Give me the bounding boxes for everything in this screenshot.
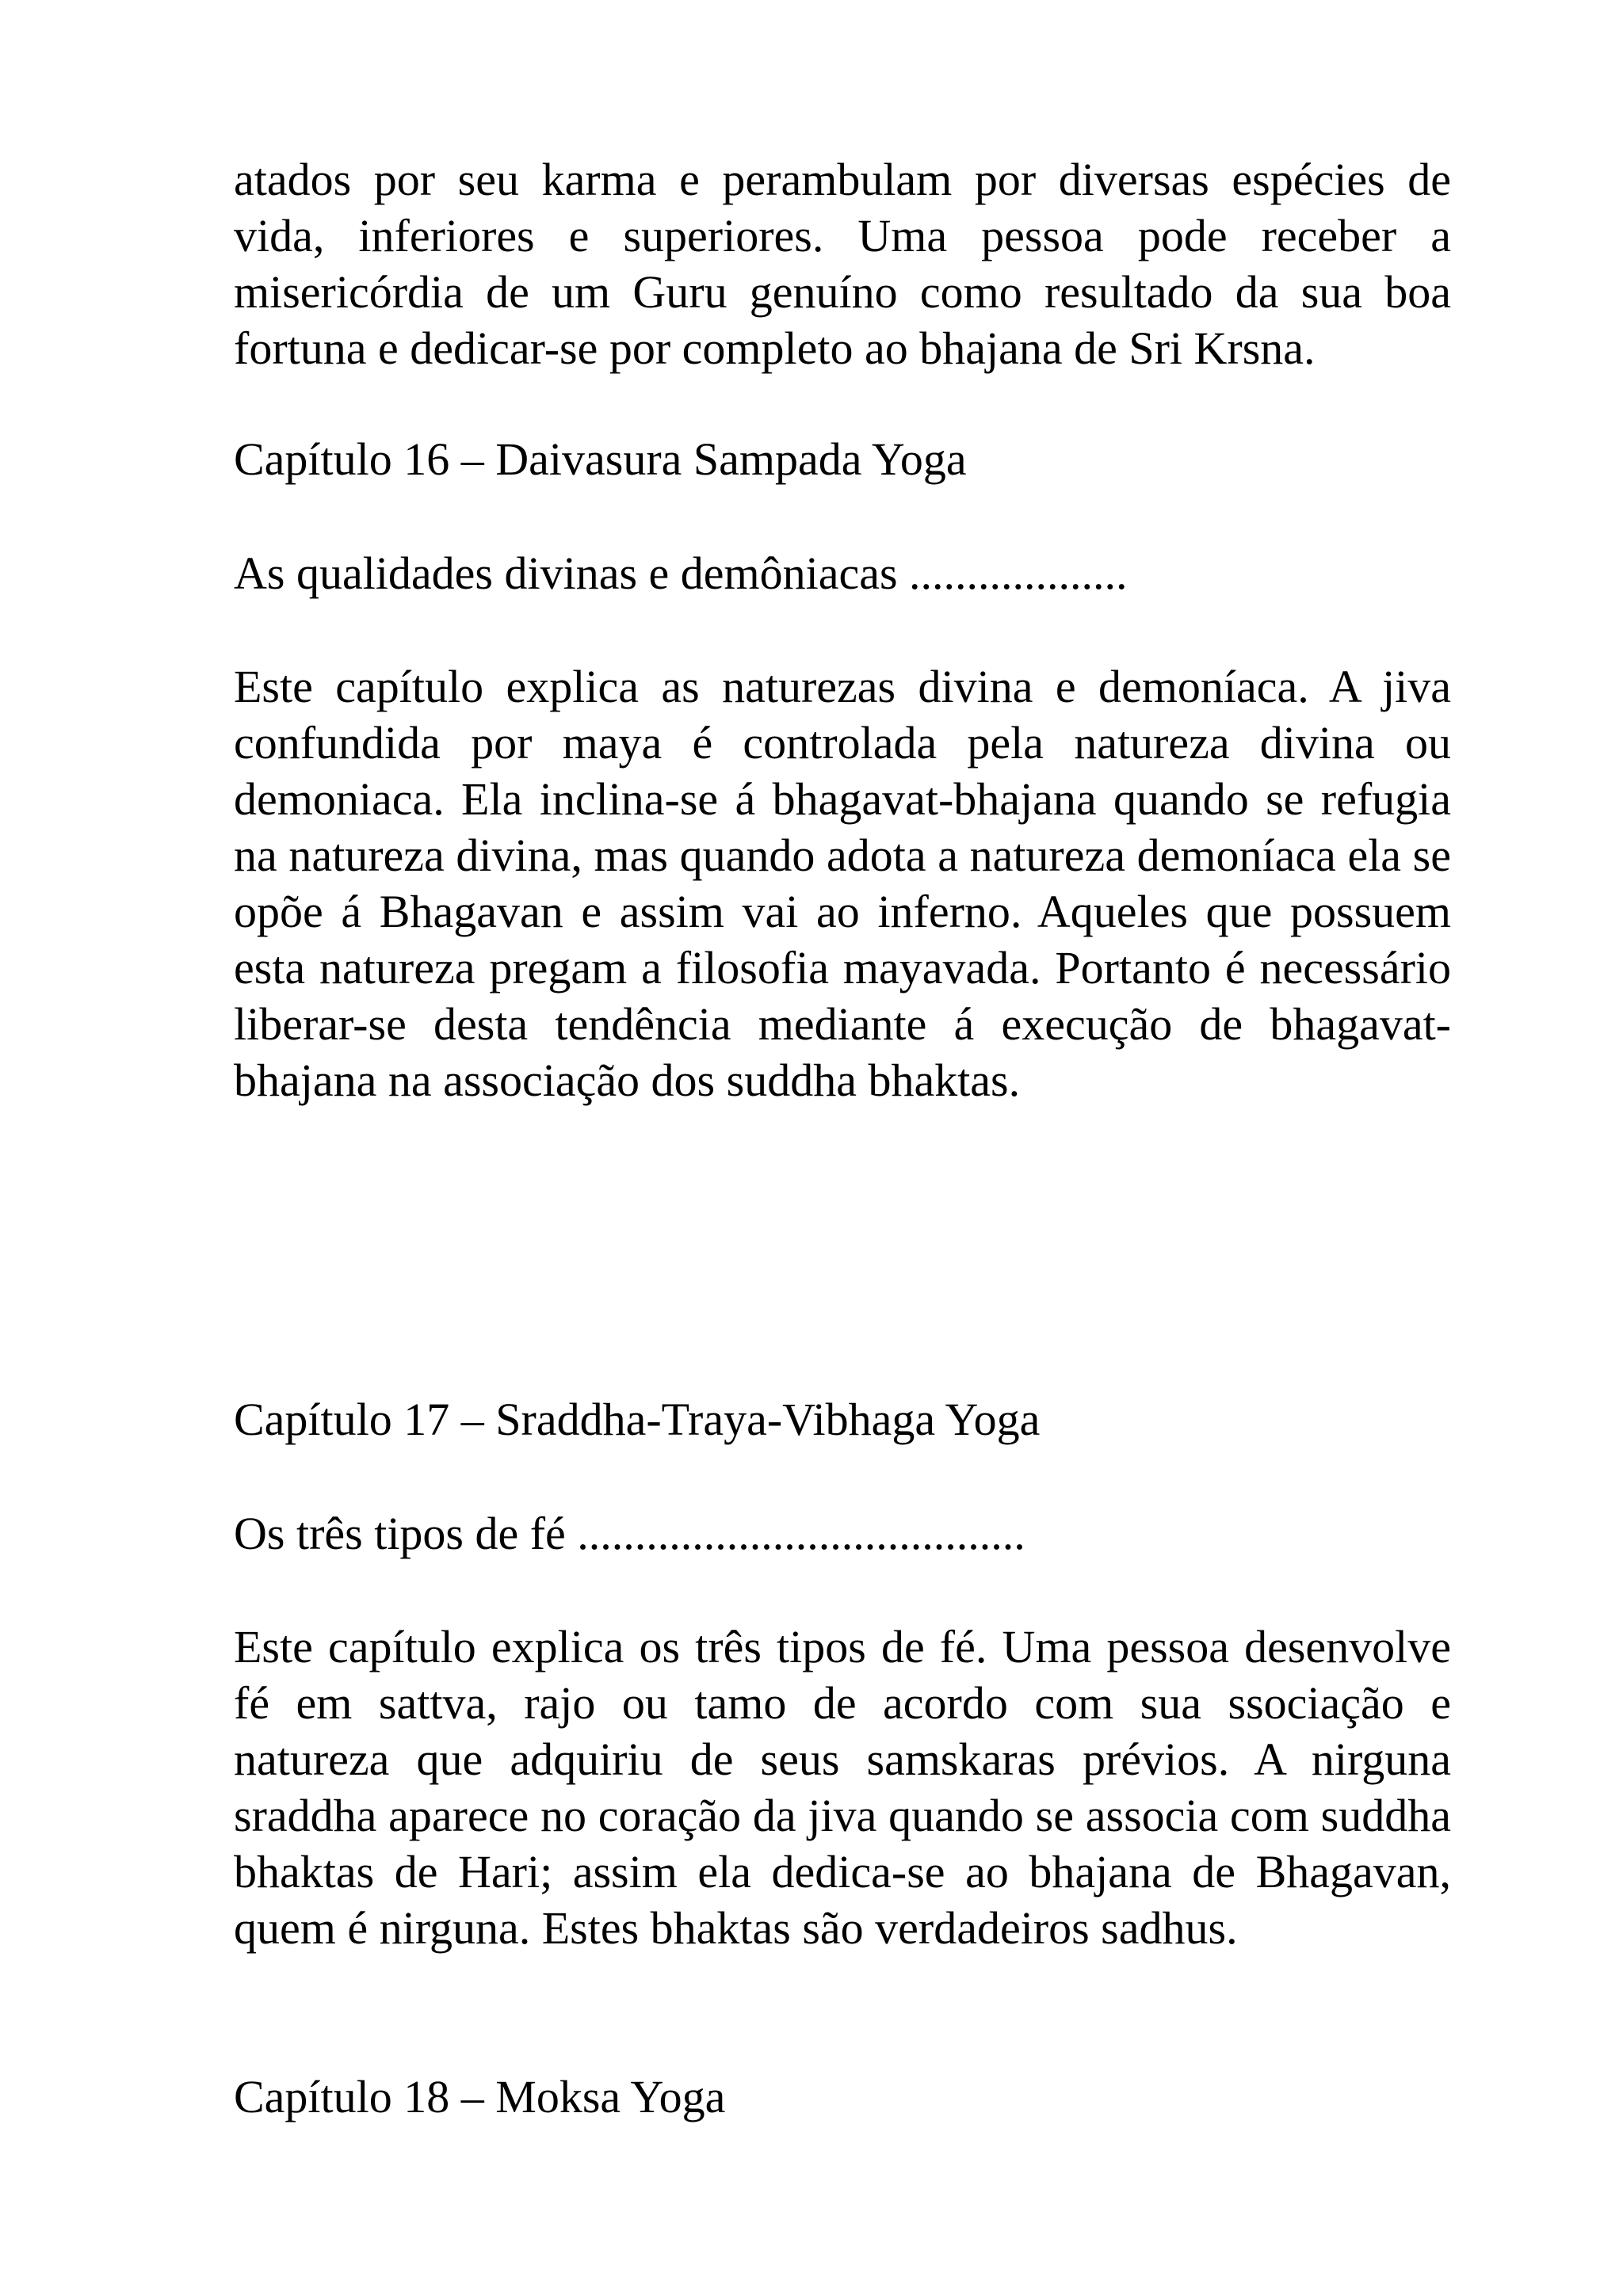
chapter-16-title: Capítulo 16 – Daivasura Sampada Yoga	[234, 433, 967, 485]
chapter-16-body: Este capítulo explica as naturezas divina e demoníaca. A jiva confundida por maya é controlada pela natureza divina ou demoniaca. Ela inclina-se á bhagavat-bhajana quando se refugia na natureza divina, mas quando adota a natureza demoníaca ela se opõe á Bhagavan e assim vai ao inferno. Aqueles que possuem esta natureza pregam a filosofia mayavada. Portanto é necessário liberar-se desta tendência mediante á execução de bhagavat-bhajana na associação dos suddha bhaktas.	[234, 661, 1451, 1106]
chapter-17-subtitle: Os três tipos de fé .......................................	[234, 1508, 1025, 1559]
chapter-18-title: Capítulo 18 – Moksa Yoga	[234, 2071, 726, 2122]
chapter-16-subtitle: As qualidades divinas e demôniacas ...................	[234, 547, 1128, 599]
intro-paragraph: atados por seu karma e perambulam por diversas espécies de vida, inferiores e superiores. Uma pessoa pode receber a misericórdia de um Guru genuíno como resultado da sua boa fortuna e dedicar-se por completo ao bhajana de Sri Krsna.	[234, 154, 1451, 374]
chapter-17-title: Capítulo 17 – Sraddha-Traya-Vibhaga Yoga	[234, 1394, 1041, 1445]
chapter-17-body: Este capítulo explica os três tipos de fé. Uma pessoa desenvolve fé em sattva, rajo ou tamo de acordo com sua ssociação e natureza que adquiriu de seus samskaras prévios. A nirguna sraddha aparece no coração da jiva quando se associa com suddha bhaktas de Hari; assim ela dedica-se ao bhajana de Bhagavan, quem é nirguna. Estes bhaktas são verdadeiros sadhus.	[234, 1621, 1451, 1954]
